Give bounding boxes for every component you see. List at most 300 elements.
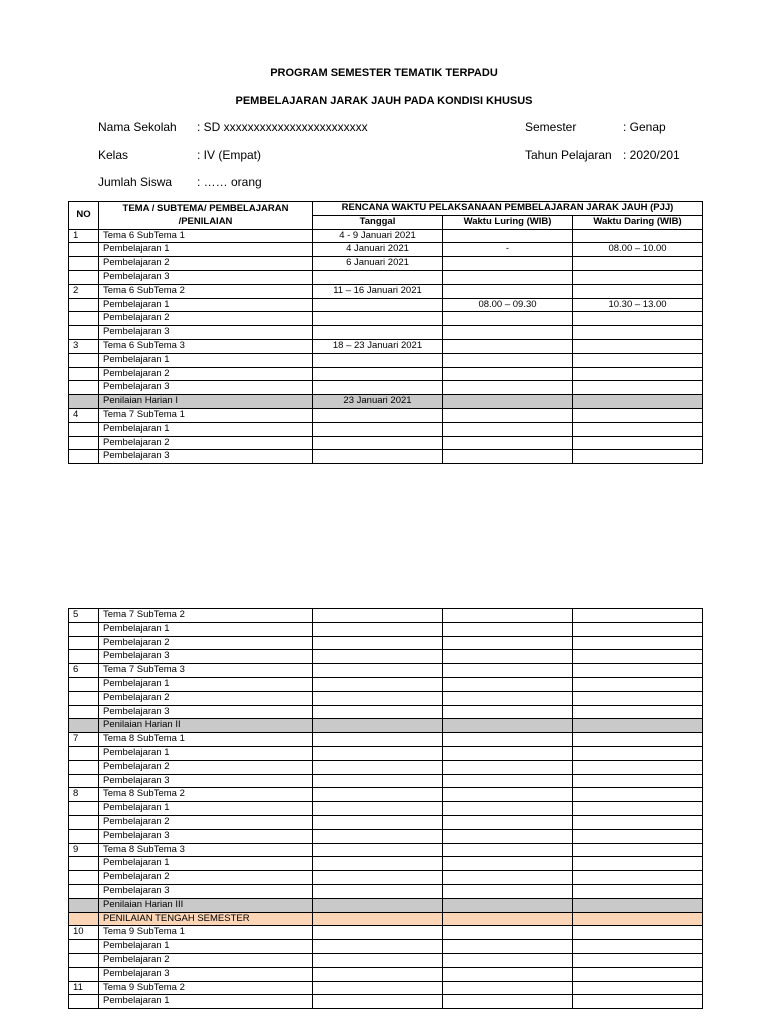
row-luring bbox=[443, 926, 573, 940]
row-tanggal bbox=[313, 691, 443, 705]
row-no: 4 bbox=[69, 408, 99, 422]
row-tema: Pembelajaran 3 bbox=[99, 450, 313, 464]
row-tema: Pembelajaran 1 bbox=[99, 677, 313, 691]
table-row bbox=[69, 650, 703, 664]
row-tema: Pembelajaran 3 bbox=[99, 774, 313, 788]
row-daring bbox=[573, 270, 703, 284]
row-luring bbox=[443, 609, 573, 623]
row-tema: Pembelajaran 2 bbox=[99, 691, 313, 705]
row-no bbox=[69, 884, 99, 898]
row-tema: Tema 6 SubTema 1 bbox=[99, 229, 313, 243]
row-tanggal bbox=[313, 884, 443, 898]
row-no bbox=[69, 857, 99, 871]
row-tanggal bbox=[313, 829, 443, 843]
table-row bbox=[69, 677, 703, 691]
row-tanggal bbox=[313, 450, 443, 464]
row-tema: Pembelajaran 1 bbox=[99, 746, 313, 760]
row-no bbox=[69, 967, 99, 981]
row-tema: Pembelajaran 3 bbox=[99, 829, 313, 843]
row-tanggal bbox=[313, 312, 443, 326]
table-row bbox=[69, 912, 703, 926]
row-tanggal bbox=[313, 408, 443, 422]
row-no: 2 bbox=[69, 284, 99, 298]
row-tema: Pembelajaran 2 bbox=[99, 636, 313, 650]
row-luring bbox=[443, 788, 573, 802]
row-no: 6 bbox=[69, 664, 99, 678]
table-row bbox=[69, 871, 703, 885]
table-row bbox=[69, 312, 703, 326]
row-tanggal: 4 Januari 2021 bbox=[313, 243, 443, 257]
row-no bbox=[69, 829, 99, 843]
document-title: PROGRAM SEMESTER TEMATIK TERPADU bbox=[270, 67, 498, 79]
row-daring bbox=[573, 871, 703, 885]
table-row bbox=[69, 257, 703, 271]
row-luring bbox=[443, 284, 573, 298]
row-daring bbox=[573, 705, 703, 719]
table-row bbox=[69, 774, 703, 788]
row-luring bbox=[443, 270, 573, 284]
students-value: : …… orang bbox=[197, 175, 262, 189]
table-row bbox=[69, 788, 703, 802]
row-tema: Pembelajaran 3 bbox=[99, 967, 313, 981]
class-value: : IV (Empat) bbox=[197, 148, 262, 162]
row-tanggal bbox=[313, 298, 443, 312]
table-row bbox=[69, 995, 703, 1009]
row-luring bbox=[443, 436, 573, 450]
table-row bbox=[69, 229, 703, 243]
table-row bbox=[69, 691, 703, 705]
row-luring bbox=[443, 981, 573, 995]
row-tanggal bbox=[313, 719, 443, 733]
row-no bbox=[69, 422, 99, 436]
row-tanggal bbox=[313, 857, 443, 871]
row-daring bbox=[573, 353, 703, 367]
row-daring bbox=[573, 857, 703, 871]
row-tanggal: 11 – 16 Januari 2021 bbox=[313, 284, 443, 298]
year-value: : 2020/201 bbox=[623, 148, 680, 162]
row-no bbox=[69, 953, 99, 967]
row-no bbox=[69, 774, 99, 788]
row-tanggal bbox=[313, 367, 443, 381]
row-luring bbox=[443, 367, 573, 381]
students-label: Jumlah Siswa bbox=[98, 175, 173, 189]
row-luring: - bbox=[443, 243, 573, 257]
row-daring bbox=[573, 774, 703, 788]
row-daring bbox=[573, 422, 703, 436]
row-no: 3 bbox=[69, 339, 99, 353]
table-row bbox=[69, 326, 703, 340]
row-tanggal bbox=[313, 636, 443, 650]
row-daring bbox=[573, 326, 703, 340]
row-no bbox=[69, 746, 99, 760]
row-no bbox=[69, 650, 99, 664]
semester-label: Semester bbox=[525, 120, 577, 134]
row-tema: Pembelajaran 3 bbox=[99, 884, 313, 898]
row-no bbox=[69, 436, 99, 450]
row-tanggal bbox=[313, 664, 443, 678]
row-daring bbox=[573, 664, 703, 678]
table-row bbox=[69, 395, 703, 409]
row-luring bbox=[443, 940, 573, 954]
table-row bbox=[69, 609, 703, 623]
row-luring bbox=[443, 746, 573, 760]
table-row bbox=[69, 636, 703, 650]
table-row bbox=[69, 953, 703, 967]
row-daring bbox=[573, 229, 703, 243]
row-daring bbox=[573, 381, 703, 395]
table-row bbox=[69, 284, 703, 298]
row-tanggal bbox=[313, 609, 443, 623]
row-daring bbox=[573, 622, 703, 636]
row-luring bbox=[443, 339, 573, 353]
header-no: NO bbox=[69, 202, 99, 230]
row-daring bbox=[573, 995, 703, 1009]
row-tanggal bbox=[313, 843, 443, 857]
table-row bbox=[69, 353, 703, 367]
row-tanggal bbox=[313, 353, 443, 367]
row-daring bbox=[573, 408, 703, 422]
row-daring bbox=[573, 284, 703, 298]
row-luring bbox=[443, 705, 573, 719]
row-daring bbox=[573, 636, 703, 650]
table-row bbox=[69, 857, 703, 871]
row-luring bbox=[443, 650, 573, 664]
table-row bbox=[69, 802, 703, 816]
row-luring bbox=[443, 719, 573, 733]
table-row bbox=[69, 622, 703, 636]
row-luring bbox=[443, 953, 573, 967]
row-no bbox=[69, 760, 99, 774]
row-no bbox=[69, 243, 99, 257]
document-subtitle: PEMBELAJARAN JARAK JAUH PADA KONDISI KHUSUS bbox=[235, 95, 533, 107]
row-daring bbox=[573, 650, 703, 664]
row-no bbox=[69, 677, 99, 691]
row-no bbox=[69, 995, 99, 1009]
class-label: Kelas bbox=[98, 148, 129, 162]
schedule-table-1 bbox=[68, 201, 703, 464]
row-no: 11 bbox=[69, 981, 99, 995]
row-daring bbox=[573, 912, 703, 926]
row-tanggal bbox=[313, 788, 443, 802]
row-no bbox=[69, 270, 99, 284]
row-tanggal bbox=[313, 995, 443, 1009]
row-tema: Tema 8 SubTema 2 bbox=[99, 788, 313, 802]
row-luring bbox=[443, 815, 573, 829]
row-no bbox=[69, 691, 99, 705]
row-daring bbox=[573, 788, 703, 802]
row-luring bbox=[443, 408, 573, 422]
row-tema: Pembelajaran 2 bbox=[99, 436, 313, 450]
row-no bbox=[69, 705, 99, 719]
table-row bbox=[69, 815, 703, 829]
row-tanggal: 6 Januari 2021 bbox=[313, 257, 443, 271]
row-no bbox=[69, 912, 99, 926]
row-tema: Pembelajaran 3 bbox=[99, 326, 313, 340]
row-daring bbox=[573, 815, 703, 829]
row-no bbox=[69, 802, 99, 816]
row-tema: Pembelajaran 2 bbox=[99, 760, 313, 774]
row-no: 5 bbox=[69, 609, 99, 623]
row-tema: Pembelajaran 3 bbox=[99, 270, 313, 284]
row-tema: Penilaian Harian II bbox=[99, 719, 313, 733]
row-no bbox=[69, 719, 99, 733]
row-tema: Pembelajaran 2 bbox=[99, 257, 313, 271]
row-luring bbox=[443, 995, 573, 1009]
row-tanggal: 4 - 9 Januari 2021 bbox=[313, 229, 443, 243]
row-no bbox=[69, 636, 99, 650]
row-tanggal bbox=[313, 981, 443, 995]
row-daring bbox=[573, 884, 703, 898]
row-tema: Tema 9 SubTema 2 bbox=[99, 981, 313, 995]
year-label: Tahun Pelajaran bbox=[525, 148, 612, 162]
header-rencana: RENCANA WAKTU PELAKSANAAN PEMBELAJARAN JARAK JAUH (PJJ) bbox=[313, 202, 703, 216]
row-tema: Tema 6 SubTema 2 bbox=[99, 284, 313, 298]
row-tanggal bbox=[313, 622, 443, 636]
row-tanggal bbox=[313, 760, 443, 774]
row-no bbox=[69, 395, 99, 409]
row-tema: Tema 7 SubTema 2 bbox=[99, 609, 313, 623]
table-row bbox=[69, 339, 703, 353]
row-no bbox=[69, 353, 99, 367]
row-tanggal bbox=[313, 381, 443, 395]
row-tanggal bbox=[313, 733, 443, 747]
row-tema: Pembelajaran 1 bbox=[99, 422, 313, 436]
row-tanggal bbox=[313, 422, 443, 436]
row-tanggal: 23 Januari 2021 bbox=[313, 395, 443, 409]
row-daring bbox=[573, 843, 703, 857]
row-no bbox=[69, 257, 99, 271]
row-no bbox=[69, 326, 99, 340]
row-no bbox=[69, 367, 99, 381]
row-no bbox=[69, 940, 99, 954]
row-tema: Pembelajaran 2 bbox=[99, 953, 313, 967]
row-tema: Tema 9 SubTema 1 bbox=[99, 926, 313, 940]
table-row bbox=[69, 760, 703, 774]
table-row bbox=[69, 436, 703, 450]
row-luring bbox=[443, 774, 573, 788]
row-tema: Pembelajaran 3 bbox=[99, 650, 313, 664]
row-tanggal bbox=[313, 677, 443, 691]
table-row bbox=[69, 829, 703, 843]
school-label: Nama Sekolah bbox=[98, 120, 177, 134]
semester-value: : Genap bbox=[623, 120, 666, 134]
row-daring bbox=[573, 733, 703, 747]
row-tanggal bbox=[313, 270, 443, 284]
row-tanggal bbox=[313, 940, 443, 954]
schedule-table-2 bbox=[68, 608, 703, 1009]
table-row bbox=[69, 298, 703, 312]
row-luring bbox=[443, 450, 573, 464]
row-no bbox=[69, 381, 99, 395]
header-tema-line1: TEMA / SUBTEMA/ PEMBELAJARAN bbox=[122, 203, 289, 215]
header-daring: Waktu Daring (WIB) bbox=[573, 215, 703, 229]
row-no bbox=[69, 312, 99, 326]
table-row bbox=[69, 733, 703, 747]
row-daring bbox=[573, 436, 703, 450]
row-luring bbox=[443, 353, 573, 367]
schedule-table-1-body bbox=[69, 229, 703, 464]
table-row bbox=[69, 450, 703, 464]
row-tanggal bbox=[313, 436, 443, 450]
row-no: 8 bbox=[69, 788, 99, 802]
row-tema: Pembelajaran 1 bbox=[99, 298, 313, 312]
row-luring bbox=[443, 967, 573, 981]
row-tema: Pembelajaran 3 bbox=[99, 705, 313, 719]
row-no: 10 bbox=[69, 926, 99, 940]
row-tanggal bbox=[313, 802, 443, 816]
row-no bbox=[69, 450, 99, 464]
row-no bbox=[69, 898, 99, 912]
row-luring bbox=[443, 912, 573, 926]
row-luring bbox=[443, 843, 573, 857]
row-luring bbox=[443, 884, 573, 898]
row-daring bbox=[573, 691, 703, 705]
header-tanggal: Tanggal bbox=[313, 215, 443, 229]
row-tanggal bbox=[313, 898, 443, 912]
row-tema: Tema 7 SubTema 3 bbox=[99, 664, 313, 678]
row-daring bbox=[573, 677, 703, 691]
row-tanggal bbox=[313, 746, 443, 760]
row-tema: Pembelajaran 1 bbox=[99, 995, 313, 1009]
row-luring bbox=[443, 664, 573, 678]
row-tema: Pembelajaran 2 bbox=[99, 367, 313, 381]
row-no: 9 bbox=[69, 843, 99, 857]
table-row bbox=[69, 926, 703, 940]
row-tanggal bbox=[313, 967, 443, 981]
table-row bbox=[69, 381, 703, 395]
row-daring bbox=[573, 926, 703, 940]
row-tanggal bbox=[313, 953, 443, 967]
row-no: 1 bbox=[69, 229, 99, 243]
row-tema: Pembelajaran 1 bbox=[99, 622, 313, 636]
row-luring bbox=[443, 422, 573, 436]
row-tema: Pembelajaran 3 bbox=[99, 381, 313, 395]
row-no bbox=[69, 815, 99, 829]
row-tanggal bbox=[313, 871, 443, 885]
row-tema: Pembelajaran 1 bbox=[99, 802, 313, 816]
row-daring bbox=[573, 940, 703, 954]
header-tema-line2: /PENILAIAN bbox=[178, 216, 233, 228]
row-luring bbox=[443, 677, 573, 691]
row-no bbox=[69, 871, 99, 885]
table-row bbox=[69, 664, 703, 678]
row-no bbox=[69, 622, 99, 636]
row-daring bbox=[573, 719, 703, 733]
table-row bbox=[69, 884, 703, 898]
row-tanggal bbox=[313, 650, 443, 664]
row-tanggal: 18 – 23 Januari 2021 bbox=[313, 339, 443, 353]
row-daring bbox=[573, 312, 703, 326]
row-daring bbox=[573, 967, 703, 981]
row-daring bbox=[573, 802, 703, 816]
table-row bbox=[69, 408, 703, 422]
table-row bbox=[69, 243, 703, 257]
row-tema: Tema 7 SubTema 1 bbox=[99, 408, 313, 422]
row-tanggal bbox=[313, 912, 443, 926]
row-daring bbox=[573, 953, 703, 967]
table-row bbox=[69, 367, 703, 381]
table-row bbox=[69, 719, 703, 733]
table-row bbox=[69, 705, 703, 719]
row-tema: Tema 8 SubTema 3 bbox=[99, 843, 313, 857]
row-daring bbox=[573, 829, 703, 843]
row-daring: 10.30 – 13.00 bbox=[573, 298, 703, 312]
row-daring bbox=[573, 898, 703, 912]
row-luring bbox=[443, 760, 573, 774]
row-tema: Tema 8 SubTema 1 bbox=[99, 733, 313, 747]
schedule-table-2-body bbox=[69, 609, 703, 1009]
table-row bbox=[69, 746, 703, 760]
row-tema: Pembelajaran 2 bbox=[99, 312, 313, 326]
row-luring bbox=[443, 691, 573, 705]
row-luring bbox=[443, 829, 573, 843]
row-tema: Pembelajaran 1 bbox=[99, 243, 313, 257]
row-no bbox=[69, 298, 99, 312]
table-row bbox=[69, 940, 703, 954]
row-tanggal bbox=[313, 326, 443, 340]
row-daring bbox=[573, 746, 703, 760]
row-tema: PENILAIAN TENGAH SEMESTER bbox=[99, 912, 313, 926]
row-luring bbox=[443, 898, 573, 912]
header-tema bbox=[99, 202, 313, 230]
row-luring bbox=[443, 395, 573, 409]
header-luring: Waktu Luring (WIB) bbox=[443, 215, 573, 229]
row-tanggal bbox=[313, 815, 443, 829]
row-luring bbox=[443, 229, 573, 243]
row-tema: Pembelajaran 2 bbox=[99, 815, 313, 829]
row-luring bbox=[443, 622, 573, 636]
row-tanggal bbox=[313, 926, 443, 940]
row-daring bbox=[573, 981, 703, 995]
row-no: 7 bbox=[69, 733, 99, 747]
row-tanggal bbox=[313, 774, 443, 788]
row-tema: Tema 6 SubTema 3 bbox=[99, 339, 313, 353]
table-row bbox=[69, 422, 703, 436]
row-luring bbox=[443, 257, 573, 271]
table-row bbox=[69, 981, 703, 995]
row-tema: Pembelajaran 1 bbox=[99, 857, 313, 871]
row-luring bbox=[443, 733, 573, 747]
row-daring bbox=[573, 339, 703, 353]
row-luring bbox=[443, 857, 573, 871]
row-luring bbox=[443, 326, 573, 340]
table-row bbox=[69, 898, 703, 912]
row-daring bbox=[573, 257, 703, 271]
row-luring bbox=[443, 312, 573, 326]
row-daring bbox=[573, 609, 703, 623]
row-tema: Penilaian Harian I bbox=[99, 395, 313, 409]
row-tema: Pembelajaran 1 bbox=[99, 940, 313, 954]
row-daring bbox=[573, 367, 703, 381]
table-row bbox=[69, 967, 703, 981]
row-luring bbox=[443, 381, 573, 395]
row-tanggal bbox=[313, 705, 443, 719]
row-daring bbox=[573, 395, 703, 409]
row-luring bbox=[443, 636, 573, 650]
row-luring: 08.00 – 09.30 bbox=[443, 298, 573, 312]
row-luring bbox=[443, 871, 573, 885]
school-value: : SD xxxxxxxxxxxxxxxxxxxxxxxx bbox=[197, 120, 368, 134]
row-daring bbox=[573, 760, 703, 774]
table-row bbox=[69, 843, 703, 857]
row-tema: Pembelajaran 2 bbox=[99, 871, 313, 885]
row-daring: 08.00 – 10.00 bbox=[573, 243, 703, 257]
table-row bbox=[69, 270, 703, 284]
row-tema: Penilaian Harian III bbox=[99, 898, 313, 912]
row-luring bbox=[443, 802, 573, 816]
row-daring bbox=[573, 450, 703, 464]
row-tema: Pembelajaran 1 bbox=[99, 353, 313, 367]
